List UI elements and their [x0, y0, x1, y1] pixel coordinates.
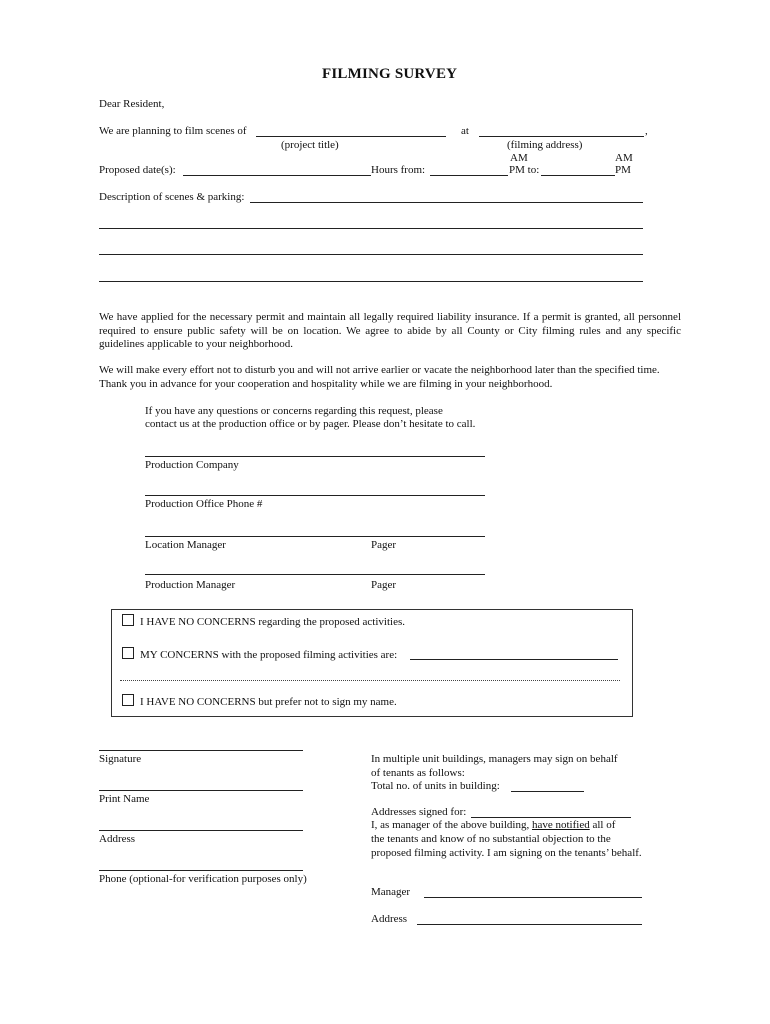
location-manager-label: Location Manager: [145, 539, 226, 551]
print-name-field[interactable]: [99, 790, 303, 791]
concerns-field-line-1[interactable]: [410, 659, 618, 660]
filming-address-field[interactable]: [479, 136, 644, 137]
questions-line-2: contact us at the production office or by pager. Please don’t hesitate to call.: [145, 418, 476, 430]
description-field-line-1[interactable]: [250, 202, 643, 203]
hours-from-field[interactable]: [430, 175, 508, 176]
pm-to-label: PM to:: [509, 164, 540, 176]
address-label: Address: [99, 833, 136, 845]
description-label: Description of scenes & parking:: [99, 191, 245, 203]
manager-address-label: Address: [371, 913, 408, 925]
total-units-field[interactable]: [511, 791, 584, 792]
manager-statement-line-3: proposed filming activity. I am signing on the tenants’ behalf.: [371, 847, 642, 859]
description-field-line-4[interactable]: [99, 281, 643, 282]
film-scenes-label: We are planning to film scenes of: [99, 125, 247, 137]
am-label-2: AM: [615, 152, 633, 164]
greeting: Dear Resident,: [99, 98, 165, 110]
multi-unit-line-1: In multiple unit buildings, managers may sign on behalf: [371, 753, 618, 765]
phone-field[interactable]: [99, 870, 303, 871]
concerns-field-line-2[interactable]: [120, 680, 620, 681]
signature-field[interactable]: [99, 750, 303, 751]
production-manager-pager-label: Pager: [371, 579, 397, 591]
manager-label: Manager: [371, 886, 411, 898]
manager-statement-b: all of: [592, 819, 616, 831]
no-concerns-anonymous-checkbox[interactable]: [122, 694, 134, 706]
production-manager-field[interactable]: [145, 574, 485, 575]
addresses-signed-field[interactable]: [471, 817, 631, 818]
no-concerns-label: I HAVE NO CONCERNS regarding the proposed activities.: [140, 616, 405, 628]
my-concerns-label: MY CONCERNS with the proposed filming activities are:: [140, 649, 398, 661]
phone-label: Phone (optional-for verification purposes only): [99, 873, 307, 885]
production-manager-label: Production Manager: [145, 579, 236, 591]
description-field-line-2[interactable]: [99, 228, 643, 229]
total-units-label: Total no. of units in building:: [371, 780, 500, 792]
my-concerns-checkbox[interactable]: [122, 647, 134, 659]
production-company-label: Production Company: [145, 459, 239, 471]
hours-to-field[interactable]: [541, 175, 615, 176]
proposed-dates-label: Proposed date(s):: [99, 164, 176, 176]
no-concerns-anonymous-label: I HAVE NO CONCERNS but prefer not to sign my name.: [140, 696, 397, 708]
filming-address-caption: (filming address): [507, 139, 583, 151]
addresses-signed-label: Addresses signed for:: [371, 806, 467, 818]
multi-unit-line-2: of tenants as follows:: [371, 767, 465, 779]
location-manager-field[interactable]: [145, 536, 485, 537]
pm-end-label: PM: [615, 164, 631, 176]
permit-paragraph: We have applied for the necessary permit and maintain all legally required liability insurance. If a permit is granted, all personnel required to ensure public safety will be on location. We agree to abide by all County or City filming rules and any specific guidelines applicable to your neighborhood.: [99, 311, 681, 350]
manager-statement-line-2: the tenants and know of no substantial objection to the: [371, 833, 611, 845]
production-office-phone-label: Production Office Phone #: [145, 498, 263, 510]
manager-address-field[interactable]: [417, 924, 642, 925]
am-label-1: AM: [510, 152, 528, 164]
at-label: at: [461, 125, 469, 137]
have-notified-text: have notified: [531, 819, 590, 831]
hours-from-label: Hours from:: [371, 164, 426, 176]
comma: ,: [645, 125, 648, 137]
proposed-dates-field[interactable]: [183, 175, 371, 176]
production-company-field[interactable]: [145, 456, 485, 457]
manager-statement-line-1: [371, 819, 615, 831]
signature-label: Signature: [99, 753, 142, 765]
manager-signature-field[interactable]: [424, 897, 642, 898]
page-title: FILMING SURVEY: [322, 66, 458, 82]
project-title-caption: (project title): [281, 139, 339, 151]
no-concerns-checkbox[interactable]: [122, 614, 134, 626]
address-field[interactable]: [99, 830, 303, 831]
project-title-field[interactable]: [256, 136, 446, 137]
questions-line-1: If you have any questions or concerns regarding this request, please: [145, 405, 443, 417]
print-name-label: Print Name: [99, 793, 150, 805]
description-field-line-3[interactable]: [99, 254, 643, 255]
production-office-phone-field[interactable]: [145, 495, 485, 496]
disturbance-paragraph: We will make every effort not to disturb you and will not arrive earlier or vacate the neighborhood later than the specified time. Thank you in advance for your cooperation and hospitality while we are filming in your neighborhood.: [99, 364, 660, 390]
manager-statement-a: I, as manager of the above building,: [371, 819, 530, 831]
location-manager-pager-label: Pager: [371, 539, 397, 551]
